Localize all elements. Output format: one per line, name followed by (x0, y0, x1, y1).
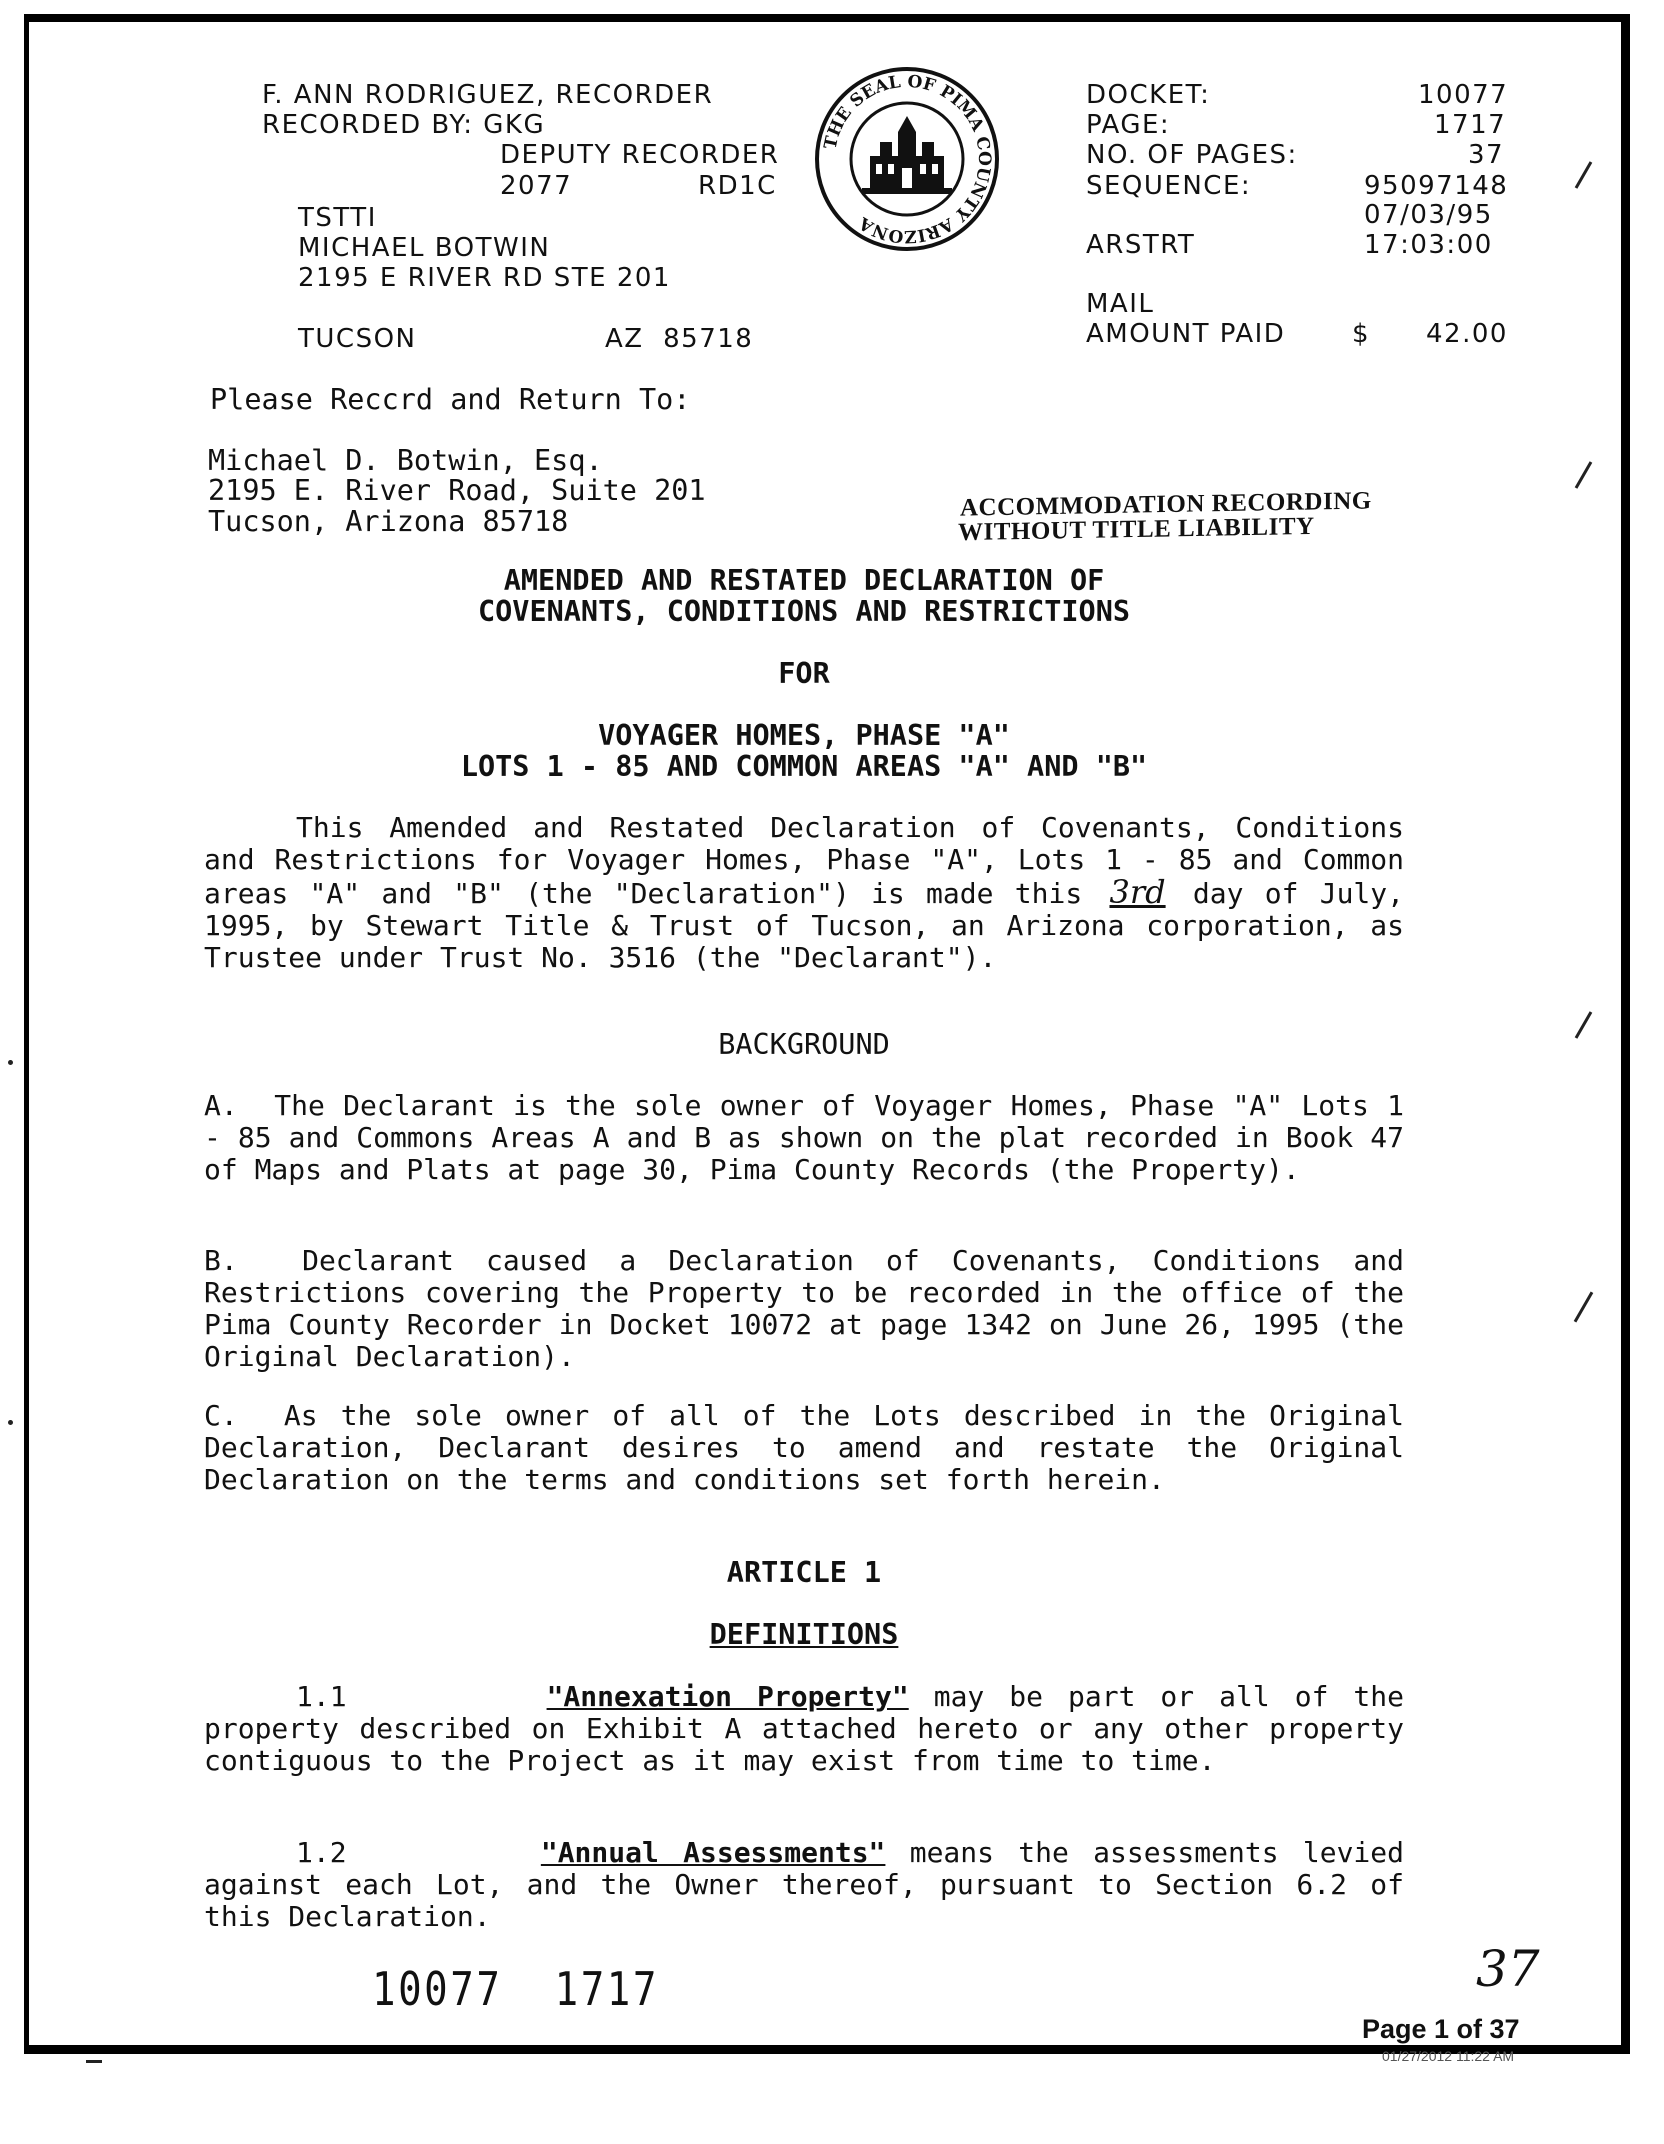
sequence-label: SEQUENCE: (1086, 171, 1252, 201)
intro-text-before: This Amended and Restated Declaration of Covenants, Conditions and Restrictions for Voyager Homes, Phase "A", Lots 1 - 85 and Common areas "A" and "B" (the "Declaration") is made this (204, 811, 1404, 910)
docket-label: DOCKET: (1086, 80, 1211, 110)
title-line-3: FOR (778, 657, 830, 690)
background-c (204, 1400, 1404, 1496)
amount-label: AMOUNT PAID (1086, 319, 1286, 349)
pages-value: 37 (1468, 140, 1505, 170)
amount-currency: $ (1352, 319, 1371, 349)
definition-1-2-term: "Annual Assessments" (540, 1836, 886, 1869)
return-to-line-3: Tucson, Arizona 85718 (208, 505, 569, 538)
deputy-recorder: DEPUTY RECORDER (500, 140, 780, 170)
title-line-2: COVENANTS, CONDITIONS AND RESTRICTIONS (477, 595, 1131, 628)
scan-artifact (8, 1060, 13, 1065)
definition-1-2-number: 1.2 (296, 1836, 347, 1869)
sequence-value: 95097148 (1364, 171, 1509, 201)
page-label: PAGE: (1086, 110, 1171, 140)
definition-1-2-text: means the assessments levied against each Lot, and the Owner thereof, pursuant to Section 6.2 of this Declaration. (204, 1836, 1405, 1933)
document-number: 10077 1717 (372, 1962, 659, 2016)
return-to-line-2: 2195 E. River Road, Suite 201 (208, 474, 706, 507)
mail-label: MAIL (1086, 289, 1155, 319)
accommodation-stamp-line-2: WITHOUT TITLE LIABILITY (958, 512, 1315, 547)
background-b-text: Declarant caused a Declaration of Covenants, Conditions and Restrictions covering the Property to be recorded in the office of the Pima County Recorder in Docket 10072 at page 1342 on June 26, 1995 (the Original Declaration). (204, 1244, 1404, 1373)
record-date: 07/03/95 (1364, 200, 1493, 230)
article-subheading: DEFINITIONS (709, 1618, 899, 1651)
background-c-text: As the sole owner of all of the Lots described in the Original Declaration, Declarant desires to amend and restate the Original Declaration on the terms and conditions set forth herein. (204, 1399, 1404, 1496)
return-to-heading: Please Reccrd and Return To: (210, 383, 691, 416)
party-state-zip: AZ 85718 (605, 324, 754, 354)
party-city: TUCSON (298, 324, 417, 354)
definition-1-1-number: 1.1 (296, 1680, 347, 1713)
background-a-text: The Declarant is the sole owner of Voyager Homes, Phase "A" Lots 1 - 85 and Commons Areas A and B as shown on the plat recorded in Book 47 of Maps and Plats at page 30, Pima County Records (the Property). (204, 1089, 1405, 1186)
recorded-by: RECORDED BY: GKG (262, 110, 546, 140)
record-time: 17:03:00 (1364, 230, 1493, 260)
background-b (204, 1245, 1404, 1373)
county-seal-icon (812, 64, 1002, 254)
page-value: 1717 (1434, 110, 1507, 140)
background-a (204, 1090, 1404, 1186)
intro-text-after: day of July, 1995, by Stewart Title & Trust of Tucson, an Arizona corporation, as Trustee under Trust No. 3516 (the "Declarant"). (204, 877, 1405, 974)
recorder-code-2: RD1C (698, 171, 777, 201)
title-line-1: AMENDED AND RESTATED DECLARATION OF (503, 564, 1105, 597)
intro-paragraph (204, 812, 1404, 974)
arstrt-label: ARSTRT (1086, 230, 1196, 260)
handwritten-page-total: 37 (1476, 1940, 1540, 1998)
handwritten-day: 3rd (1109, 873, 1166, 911)
docket-value: 10077 (1418, 80, 1509, 110)
party-address: 2195 E RIVER RD STE 201 (298, 263, 671, 293)
title-line-4: VOYAGER HOMES, PHASE "A" (598, 719, 1010, 752)
definition-1-1-text: may be part or all of the property described on Exhibit A attached hereto or any other property contiguous to the Project as it may exist from time to time. (204, 1680, 1404, 1777)
background-c-label: C. (204, 1399, 238, 1432)
recorder-name: F. ANN RODRIGUEZ, RECORDER (262, 80, 714, 110)
print-timestamp: 01/27/2012 11:22 AM (1382, 2048, 1515, 2064)
pages-label: NO. OF PAGES: (1086, 140, 1298, 170)
scan-artifact (86, 2060, 102, 2063)
article-heading: ARTICLE 1 (726, 1556, 882, 1589)
svg-text:THE SEAL OF PIMA COUNTY ARIZON: THE SEAL OF PIMA COUNTY ARIZONA (820, 71, 995, 247)
page-indicator: Page 1 of 37 (1362, 2014, 1520, 2044)
recorder-code-1: 2077 (500, 171, 573, 201)
party-code: TSTTI (298, 203, 377, 233)
definition-1-2 (204, 1837, 1404, 1933)
background-b-label: B. (204, 1244, 238, 1277)
amount-value: 42.00 (1426, 319, 1508, 349)
accommodation-stamp-line-1: ACCOMMODATION RECORDING (960, 487, 1372, 522)
return-to-line-1: Michael D. Botwin, Esq. (208, 444, 603, 477)
title-line-5: LOTS 1 - 85 AND COMMON AREAS "A" AND "B" (460, 750, 1148, 783)
background-heading: BACKGROUND (718, 1028, 890, 1061)
scan-artifact (8, 1420, 13, 1425)
party-name: MICHAEL BOTWIN (298, 233, 551, 263)
background-a-label: A. (204, 1089, 238, 1122)
definition-1-1-term: "Annexation Property" (546, 1680, 909, 1713)
definition-1-1 (204, 1681, 1404, 1777)
